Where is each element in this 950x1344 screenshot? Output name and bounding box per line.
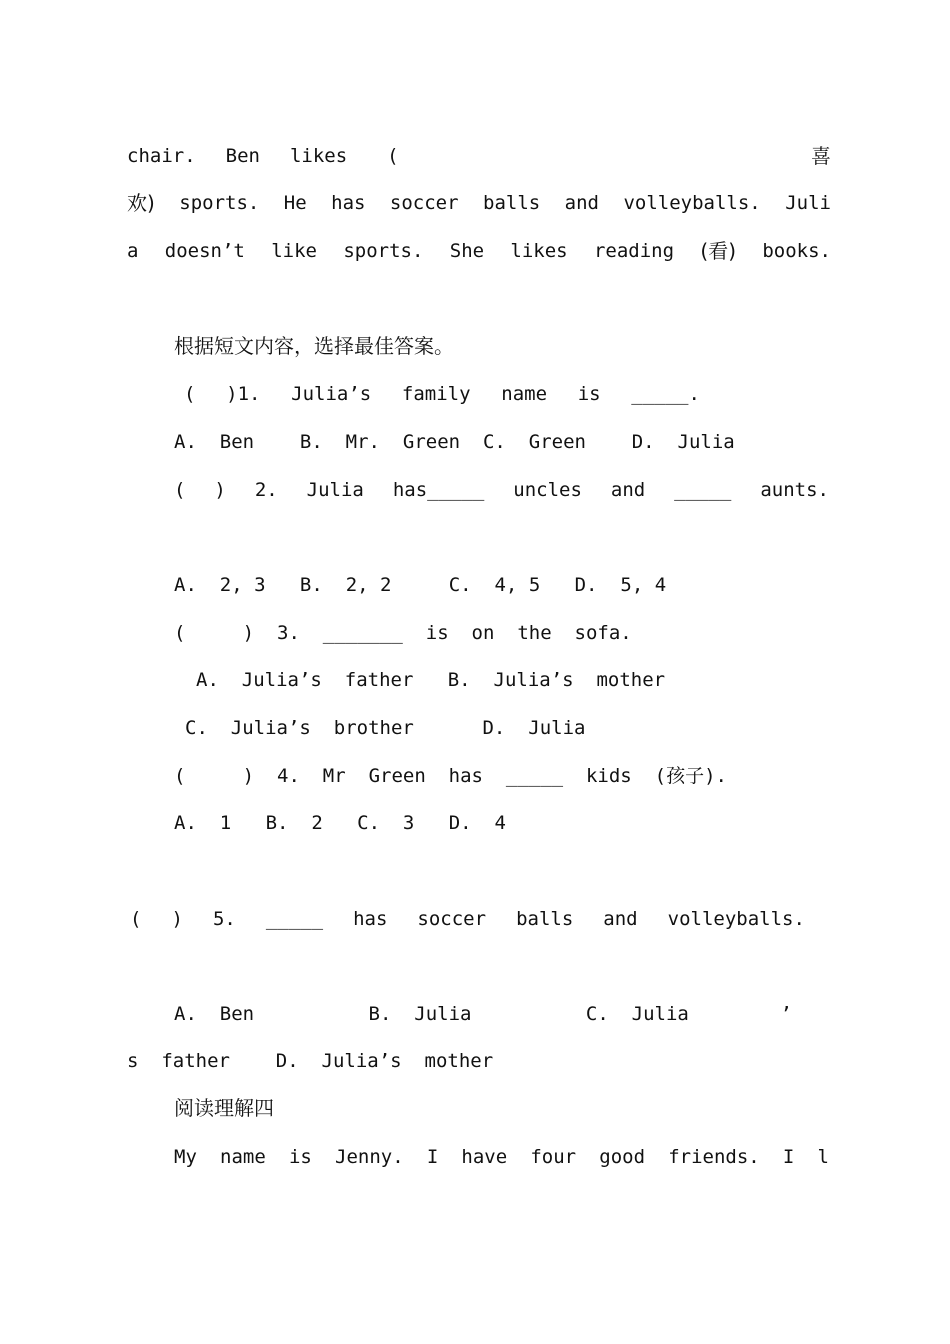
option-text: Julia’s (493, 669, 574, 691)
word: kids (585, 765, 632, 787)
word: ) (242, 622, 255, 644)
option-text: brother (333, 717, 414, 739)
word: soccer (417, 908, 487, 930)
word: 喜 (811, 144, 831, 168)
word: has (331, 192, 366, 214)
word: Julia’s (291, 383, 372, 405)
word: soccer (389, 192, 459, 214)
question-5-options-row2 (127, 1049, 493, 1073)
word: have (461, 1146, 508, 1168)
word: and (610, 479, 646, 501)
question-5-stem (130, 907, 805, 931)
word: ( (184, 383, 196, 405)
word: name (220, 1146, 266, 1168)
word: balls (516, 908, 574, 930)
word: ) (171, 908, 183, 930)
option-text: 1 (219, 812, 232, 834)
option-text: mother (424, 1050, 494, 1072)
question-3-options-a-b (196, 668, 665, 692)
instructions: 根据短文内容，选择最佳答案。 (174, 334, 454, 358)
option-text: 3 (402, 812, 415, 834)
word: sports. (179, 192, 260, 214)
option-label: B. (447, 669, 471, 691)
word: the (517, 622, 552, 644)
option-text: Julia (528, 717, 586, 739)
option-label: B. (368, 1003, 392, 1025)
word: )1. (226, 383, 261, 405)
option-label: A. (174, 1003, 197, 1025)
word: 4. (277, 765, 300, 787)
word: books. (762, 240, 831, 262)
word: Green (368, 765, 426, 787)
question-3-stem (174, 621, 632, 645)
option-label: C. (357, 812, 381, 834)
passage-line-3 (127, 239, 831, 263)
option-text: 5, (620, 574, 644, 596)
option-text: Green (402, 431, 461, 453)
question-1-stem (184, 382, 700, 406)
option-text: Mr. (345, 431, 380, 453)
question-3-options-c-d (185, 716, 585, 740)
word: likes (510, 240, 568, 262)
word: _____. (631, 383, 700, 405)
word: Mr (322, 765, 346, 787)
word: and (564, 192, 599, 214)
option-label: B. (265, 812, 289, 834)
question-5-options-row1 (174, 1002, 792, 1026)
option-text: Julia (414, 1003, 472, 1025)
option-label: D. (574, 574, 598, 596)
word: four (530, 1146, 577, 1168)
word: has (448, 765, 483, 787)
option-label: A. (174, 812, 197, 834)
question-2-options (174, 573, 666, 597)
word: She (449, 240, 485, 262)
option-text: father (161, 1050, 230, 1072)
word: 2. (254, 479, 278, 501)
word: ( (387, 145, 399, 167)
word: (孩子). (654, 765, 727, 787)
word: like (271, 240, 317, 262)
word: ) (242, 765, 255, 787)
word: volleyballs. (667, 908, 805, 930)
word: _______ (322, 622, 403, 644)
option-text: Ben (219, 431, 255, 453)
word: ( (174, 765, 186, 787)
word: Juli (785, 192, 831, 214)
word: and (603, 908, 638, 930)
word: volleyballs. (623, 192, 761, 214)
option-text: 2 (311, 812, 323, 834)
option-label: C. (585, 1003, 609, 1025)
option-text: 4 (494, 812, 506, 834)
option-label: B. (299, 431, 323, 453)
word: likes (289, 145, 348, 167)
option-label: C. (185, 717, 208, 739)
option-text: s (127, 1050, 139, 1072)
option-text: Julia (631, 1003, 689, 1025)
word: sofa. (574, 622, 632, 644)
passage-line-2 (127, 191, 831, 215)
option-label: A. (196, 669, 219, 691)
option-text: Julia’s (230, 717, 311, 739)
word: _____ (265, 908, 324, 930)
option-text: 5 (528, 574, 541, 596)
word: 5. (212, 908, 236, 930)
word: friends. (668, 1146, 760, 1168)
word: I (426, 1146, 439, 1168)
word: aunts. (760, 479, 829, 501)
word: doesn’t (164, 240, 245, 262)
word: a (127, 240, 139, 262)
section-title: 阅读理解四 (174, 1096, 274, 1120)
word: Julia (306, 479, 364, 501)
option-text: Julia’s (321, 1050, 402, 1072)
option-text: Julia’s (241, 669, 322, 691)
passage-line-1 (127, 144, 831, 168)
option-label: D. (275, 1050, 299, 1072)
word: is (288, 1146, 312, 1168)
option-text: mother (596, 669, 666, 691)
word: (看) (700, 239, 736, 263)
option-text: Green (528, 431, 586, 453)
word: l (817, 1146, 829, 1168)
word: good (599, 1146, 646, 1168)
word: family (401, 383, 471, 405)
question-4-options (174, 811, 506, 835)
word: ( (130, 908, 142, 930)
option-label: B. (299, 574, 323, 596)
question-1-options (174, 430, 735, 454)
section4-first-line (174, 1145, 829, 1169)
word: reading (593, 240, 675, 262)
option-label: C. (448, 574, 472, 596)
word: balls (483, 192, 541, 214)
question-2-stem (174, 478, 829, 502)
word: is (577, 383, 601, 405)
word: has (353, 908, 388, 930)
option-text: 4 (654, 574, 667, 596)
word: has_____ (392, 479, 485, 501)
word: chair. (127, 145, 196, 167)
word: I (782, 1146, 795, 1168)
option-label: A. (174, 574, 197, 596)
word: _____ (674, 479, 732, 501)
word: uncles (513, 479, 582, 501)
option-label: A. (174, 431, 197, 453)
word: 欢) (127, 191, 155, 215)
word: _____ (505, 765, 564, 787)
question-4-stem (174, 764, 727, 788)
option-text: 2, (345, 574, 369, 596)
option-label: D. (631, 431, 655, 453)
option-text: ’ (780, 1003, 792, 1025)
option-text: 2 (380, 574, 392, 596)
word: Jenny. (335, 1146, 404, 1168)
option-text: 4, (494, 574, 518, 596)
word: He (283, 192, 307, 214)
option-label: D. (482, 717, 506, 739)
option-text: Ben (219, 1003, 255, 1025)
option-text: 2, (219, 574, 243, 596)
option-text: Julia (677, 431, 735, 453)
word: 3. (277, 622, 300, 644)
option-text: father (344, 669, 414, 691)
word: sports. (343, 240, 424, 262)
option-text: 3 (254, 574, 266, 596)
word: Ben (225, 145, 260, 167)
word: ( (174, 622, 186, 644)
word: ( (174, 479, 186, 501)
option-label: D. (448, 812, 472, 834)
option-label: C. (482, 431, 506, 453)
word: is (425, 622, 449, 644)
word: ) (214, 479, 226, 501)
word: name (501, 383, 548, 405)
word: My (174, 1146, 197, 1168)
word: on (471, 622, 495, 644)
